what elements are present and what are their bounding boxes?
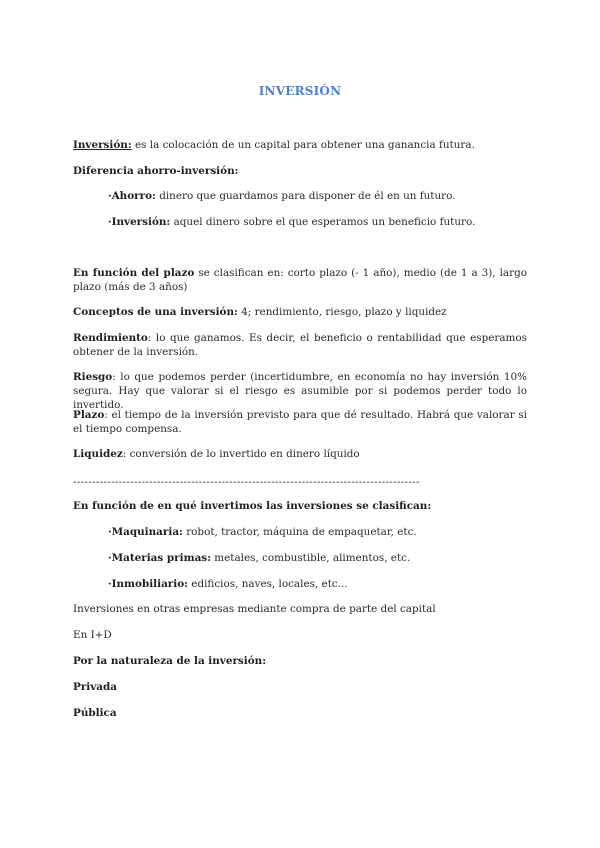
other-companies-text: Inversiones en otras empresas mediante compra de parte del capital (73, 603, 436, 615)
definition-paragraph (73, 138, 527, 152)
risk-paragraph: Riesgo: lo que podemos perder (incertidumbre, en economía no hay inversión 10% segura. Hay que valorar si el riesgo es asumible por si podemos perder todo lo invertido. (73, 371, 527, 411)
list-item: ·Inmobiliario: edificios, naves, locales, etc... (108, 578, 348, 590)
list-item: ·Inversión: aquel dinero sobre el que esperamos un beneficio futuro. (108, 216, 476, 228)
rd-text: En I+D (73, 629, 112, 641)
nature-heading: Por la naturaleza de la inversión: (73, 655, 267, 667)
page-title: INVERSIÓN (258, 84, 342, 98)
liquidity-paragraph: Liquidez: conversión de lo invertido en dinero líquido (73, 448, 360, 460)
list-item: ·Ahorro: dinero que guardamos para disponer de él en un futuro. (108, 190, 456, 202)
separator-line: ------------------------------------------------------------------------------------------- (73, 476, 420, 488)
list-item: Pública (73, 707, 117, 719)
difference-heading: Diferencia ahorro-inversión: (73, 165, 239, 177)
concepts-paragraph: Conceptos de una inversión: 4; rendimiento, riesgo, plazo y liquidez (73, 306, 447, 318)
definition-text: es la colocación de un capital para obtener una ganancia futura. (131, 139, 475, 151)
list-item: Privada (73, 681, 118, 693)
definition-term: Inversión: (73, 139, 132, 151)
types-heading: En función de en qué invertimos las inversiones se clasifican: (73, 500, 432, 512)
list-item: ·Materias primas: metales, combustible, alimentos, etc. (108, 552, 411, 564)
term-paragraph: En función del plazo se clasifican en: corto plazo (- 1 año), medio (de 1 a 3), largo plazo (más de 3 años) (73, 267, 527, 293)
deadline-paragraph: Plazo: el tiempo de la inversión previsto para que dé resultado. Habrá que valorar si el tiempo compensa. (73, 409, 527, 435)
performance-paragraph: Rendimiento: lo que ganamos. Es decir, el beneficio o rentabilidad que esperamos obtener de la inversión. (73, 332, 527, 358)
list-item: ·Maquinaria: robot, tractor, máquina de empaquetar, etc. (108, 526, 417, 538)
